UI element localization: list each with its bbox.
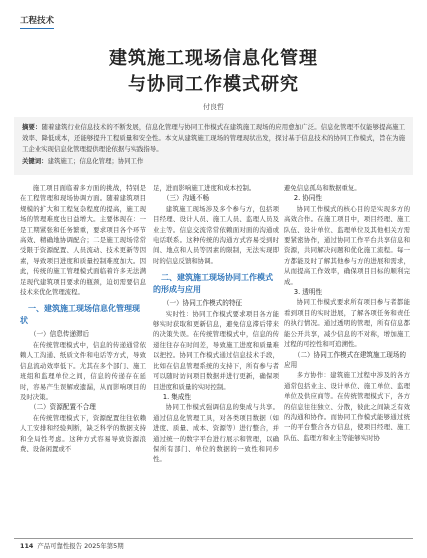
paragraph: 协同工作模式要求所有项目参与者都能看到项目的实时进展，了解各项任务和责任的执行情况。通过透明的管理，所有信息都能公开共享，减少信息的不对称，增加施工过程的可控性和可追溯性。 (284, 298, 410, 349)
subsection-heading: 1. 集成性 (162, 392, 192, 401)
author: 付良哲 (203, 103, 224, 111)
section-heading: 一、建筑施工现场信息化管理现状 (20, 304, 140, 326)
page-number: 114 (20, 542, 34, 550)
paragraph: 避免信息孤岛和数据重复。 (284, 184, 361, 192)
keywords (22, 156, 405, 167)
abstract (22, 122, 405, 155)
subsection-heading: 2. 协同性 (293, 194, 323, 203)
paragraph: 协同工作模式的核心目的是实现多方的高效合作。在施工项目中，项目经理、施工队伍、设计单位、监理单位及其他相关方需要紧密协作，通过协同工作平台共享信息和资源，共同解决问题和优化施工流程。每一方都能及时了解其他参与方的进展和需求，从而提高工作效率，确保项目目标的顺利完成。 (284, 204, 410, 286)
article-title-line-1: 建筑施工现场信息化管理 (109, 48, 318, 69)
paragraph: 在传统管理模式中，信息的传递通常依赖人工沟通、纸质文件和电话等方式，导致信息流动效率低下。尤其在多个部门、施工班组和监理单位之间，信息的传递存在延时，容易产生误解或遗漏，从而影响项目的及时决策。 (20, 340, 146, 401)
subsection-heading: （三）沟通不畅 (162, 194, 210, 203)
keywords-text: 建筑施工；信息化管理；协同工作 (47, 157, 144, 165)
page-footer (20, 541, 124, 550)
journal-name: 产品可靠性报告 2025年第5期 (37, 542, 124, 550)
section-heading: 二、建筑施工现场协同工作模式的形成与应用 (153, 273, 273, 295)
paragraph: 施工项目面临着多方面的挑战，特别是在工程管理和现场协调方面。随着建筑项目规模的扩大和工程复杂程度的提高，施工现场的管理难度也日益增大。主要体现在：一是工期紧张和任务繁重，要求项目各个环节高效、精确地协调配合；二是施工现场常常受限于资源配置、人员流动、技术更新等因素，导致项目进度和质量控制难度加大。因此，传统的施工管理模式面临着许多无法满足现代建筑项目要求的瓶颈，迫切需要信息技术来优化管理流程。 (20, 184, 146, 297)
body-column-3 (284, 183, 410, 535)
section-tag: 工程技术 (20, 14, 54, 29)
paragraph: 多方协作：建筑施工过程中涉及的各方通常包括业主、设计单位、施工单位、监理单位及供应商等。在传统管理模式下，各方的信息往往独立、分散，彼此之间缺乏有效的沟通和协作。而协同工作模式能够通过统一的平台整合各方信息，使项目经理、施工队伍、监理方和业主等能够实时协 (284, 371, 410, 442)
paragraph: 足，进而影响施工进度和成本控制。 (153, 184, 256, 192)
keywords-label: 关键词： (22, 157, 48, 165)
abstract-label: 摘要： (22, 123, 42, 131)
subsection-heading: （一）协同工作模式的特征 (162, 299, 243, 308)
subsection-heading: （一）信息传递滞后 (29, 330, 90, 339)
body-column-1 (20, 183, 146, 535)
subsection-heading: （二）资源配置不合理 (29, 403, 96, 412)
footer-divider (14, 538, 413, 539)
article-title-line-2: 与协同工作模式研究 (128, 74, 299, 95)
subsection-heading: 3. 透明性 (293, 288, 323, 297)
body-column-2 (153, 183, 279, 535)
paragraph: 在传统管理模式下，资源配置往往依赖人工安排和经验判断，缺乏科学的数据支持和全局性考虑。这种方式容易导致资源浪费、设备闲置或不 (20, 413, 146, 453)
subsection-heading: （二）协同工作模式在建筑施工现场的应用 (284, 350, 406, 369)
abstract-text: 随着建筑行业信息技术的不断发展，信息化管理与协同工作模式在建筑施工现场的应用愈加广泛。信息化管理不仅能够提高施工效率、降低成本，还能够提升工程质量和安全性。本文从建筑施工现场的管理现状出发，探讨基于信息技术的协同工作模式，旨在为施工企业实现信息化管理提供理论依据与实践指导。 (22, 123, 406, 153)
paragraph: 实时性：协同工作模式要求项目各方能够实时获取和更新信息，避免信息滞后带来的决策失误。在传统管理模式中，信息的传递往往存在时间差，导致施工进度和质量难以把控。协同工作模式通过信息技术手段，比如在信息管理系统的支持下，所有参与者可以随时访问项目数据并进行更新，确保项目进度和质量的实时控制。 (153, 309, 279, 391)
paragraph: 建筑施工现场涉及多个参与方，包括项目经理、设计人员、施工人员、监理人员及业主等。信息交流常常依赖面对面的沟通或电话联系。这种传统的沟通方式容易受到时间、地点和人员等因素的限制，无法实现即时的信息反馈和协调。 (153, 204, 279, 265)
paragraph: 协同工作模式强调信息的集成与共享。通过信息化管理工具，对各类项目数据（如进度、质量、成本、资源等）进行整合，并通过统一的数字平台进行展示和管理，以确保所有部门、单位的数据的一致性和同步性。 (153, 403, 279, 464)
abstract-box (14, 117, 413, 175)
